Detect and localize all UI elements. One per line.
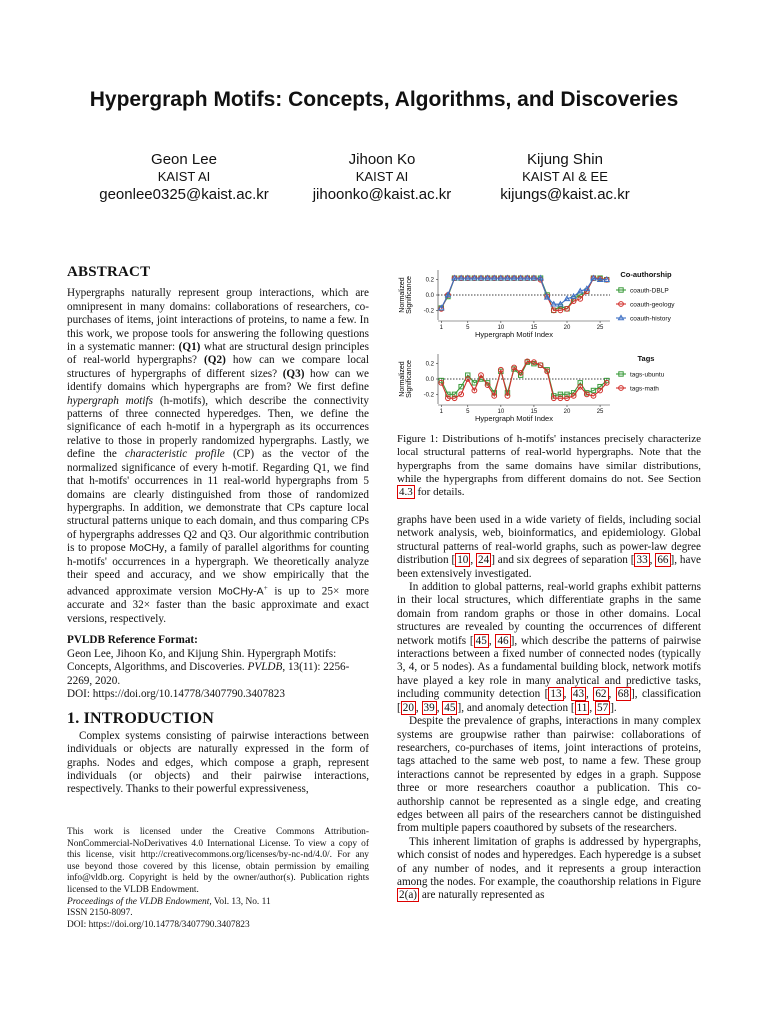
author-affiliation: KAIST AI (355, 169, 409, 184)
citation-link[interactable]: 13 (550, 688, 562, 701)
legend-label: coauth-DBLP (630, 287, 669, 295)
citation-link[interactable]: 57 (597, 701, 609, 714)
paragraph: In addition to global patterns, real-world graphs exhibit patterns in their local structures, which differentiate graphs in the same domain from random graphs or those in other domains. Local structures are revealed by counting the occurrences of different network motifs [ 45 , 46 ], which describe the patterns of pairwise interactions between a fixed number of connected nodes (typically 3, 4, or 5 nodes). As a fundamental building block, network motifs have played a key role in many analytical and predictive tasks, including community detection [ 13 , 43 , 62 , 68 ], classification [ 20 , 39 , 45 ], and anomaly detection [ 11 , 57 ]. (397, 581, 702, 714)
legend-label: coauth-geology (630, 301, 675, 309)
legend-title: Tags (637, 354, 655, 363)
section-link[interactable]: 4.3 (399, 486, 413, 499)
x-tick-label: 10 (497, 409, 505, 415)
author-name: Geon Lee (151, 151, 217, 168)
citation-link[interactable]: 10 (457, 554, 469, 567)
citation-link[interactable]: 24 (478, 554, 490, 567)
right-column (397, 514, 701, 903)
x-tick-label: 15 (530, 325, 538, 331)
y-tick-label: 0.0 (425, 293, 434, 299)
intro-paragraph: Complex systems consisting of pairwise interactions between individuals or objects are naturally expressed in the form of graphs. Nodes and edges, which compose a graph, represent individuals (or objects) and their pairwise interactions, respectively. Thanks to their powerful expressiveness, (67, 729, 369, 796)
author-name: Kijung Shin (527, 151, 603, 168)
x-tick-label: 5 (466, 409, 470, 415)
author-email: jihoonko@kaist.ac.kr (312, 186, 452, 203)
citation-link[interactable]: 46 (497, 634, 509, 647)
author-email: geonlee0325@kaist.ac.kr (99, 186, 269, 203)
paragraph: graphs have been used in a wide variety of fields, including social network analysis, web, bioinformatics, and epidemiology. Global structural patterns of real-world graphs, such as power-law degree distribution [ 10 , 24 ] and six degrees of separation [ 33 , 66 ], have been extensively investigated. (397, 514, 702, 580)
figure-1 (396, 266, 696, 434)
y-axis-label: NormalizedSignificance (399, 276, 413, 314)
citation-link[interactable]: 11 (576, 701, 588, 714)
intro-heading: 1. INTRODUCTION (67, 710, 215, 728)
x-tick-label: 20 (563, 409, 571, 415)
pvldb-heading: PVLDB Reference Format: (67, 634, 198, 647)
x-tick-label: 1 (439, 325, 443, 331)
legend-title: Co-authorship (620, 270, 672, 279)
x-axis-label: Hypergraph Motif Index (475, 330, 553, 339)
author-block-1 (74, 150, 294, 205)
citation-link[interactable]: 33 (636, 554, 648, 567)
legend-label: tags-ubuntu (630, 371, 665, 379)
license-doi: DOI: https://doi.org/10.14778/3407790.3407823 (67, 919, 250, 930)
x-tick-label: 1 (439, 409, 443, 415)
license-block (67, 827, 369, 931)
y-tick-label: 0.0 (425, 377, 434, 383)
author-block-3 (455, 150, 675, 205)
proceedings-line: Proceedings of the VLDB Endowment, Vol. 13, No. 11 (67, 896, 271, 907)
x-tick-label: 10 (497, 325, 505, 331)
left-column (67, 266, 369, 797)
abstract-heading: ABSTRACT (67, 264, 151, 280)
paragraph: Despite the prevalence of graphs, interactions in many complex systems are groupwise rather than pairwise: collaborations of researchers, co-purchases of items, joint interactions of proteins, tags attached to the same web post, to name a few. These group interactions cannot be represented by edges in a graph. Suppose three or more researchers coauthor a publication. This co-authorship cannot be represented as a single edge, and creating edges between all pairs of the researchers cannot be distinguished from multiple papers coauthored by subsets of the researchers. (397, 715, 701, 835)
y-tick-label: -0.2 (423, 392, 434, 399)
author-affiliation: KAIST AI (157, 169, 211, 184)
author-name: Jihoon Ko (348, 151, 416, 168)
citation-link[interactable]: 66 (657, 554, 669, 567)
citation-link[interactable]: 68 (617, 688, 629, 701)
figure-link[interactable]: 2(a) (399, 889, 418, 902)
paragraph: This inherent limitation of graphs is addressed by hypergraphs, which consist of nodes and hyperedges. Each hyperedge is a subset of any number of nodes, and it represents a group interaction among the nodes. For example, the coauthorship relations in Figure 2(a) are naturally represented as (397, 835, 701, 902)
pvldb-reference (67, 634, 369, 701)
citation-link[interactable]: 45 (475, 634, 487, 647)
citation-link[interactable]: 62 (595, 688, 607, 701)
paper-title: Hypergraph Motifs: Concepts, Algorithms, and Discoveries (89, 88, 679, 111)
citation-link[interactable]: 20 (402, 701, 414, 714)
y-tick-label: -0.2 (423, 308, 434, 315)
y-tick-label: 0.2 (425, 277, 434, 284)
author-affiliation: KAIST AI & EE (522, 169, 608, 184)
citation-link[interactable]: 45 (444, 701, 456, 714)
y-axis-label: NormalizedSignificance (399, 360, 413, 398)
x-tick-label: 20 (563, 325, 571, 331)
license-text: This work is licensed under the Creative Commons Attribution-NonCommercial-NoDerivatives 4.0 International License. To view a copy of this license, visit http://creativecommons.org/licenses/by-nc-nd/4.0/. For any use beyond those covered by this license, obtain permission by emailing info@vldb.org. Copyright is held by the owner/author(s). Publication rights licensed to the VLDB Endowment. (67, 827, 369, 895)
x-axis-label: Hypergraph Motif Index (475, 414, 553, 423)
abstract-paragraph: Hypergraphs naturally represent group interactions, which are omnipresent in many domains: collaborations of researchers, co-purchases of items, joint interactions of proteins, to name a few. In this work, we propose tools for answering the following questions in a systematic manner: (Q1) what are structural design principles of real-world hypergraphs? (Q2) how can we compare local structures of hypergraphs of different sizes? (Q3) how can we identify domains which hypergraphs are from? We first define hypergraph motifs (h-motifs), which describe the connectivity patterns of three connected hyperedges. Then, we define the significance of each h-motif in a hypergraph as its occurrences relative to those in properly randomized hypergraphs. Lastly, we define the characteristic profile (CP) as the vector of the normalized significance of every h-motif. Regarding Q1, we find that h-motifs' occurrences in 11 real-world hypergraphs from 5 domains are clearly distinguished from those of randomized hypergraphs. In addition, we demonstrate that CPs capture local structural patterns unique to each domain, and thus comparing CPs of hypergraphs addresses Q2 and Q3. Our algorithmic contribution is to propose MoCHy, a family of parallel algorithms for counting h-motifs' occurrences in a hypergraph. We theoretically analyze their speed and accuracy, and we show empirically that the advanced approximate version MoCHy-A+ is up to 25× more accurate and 32× faster than the basic approximate and exact versions, respectively. (67, 287, 370, 625)
chart-panel-tags (399, 354, 665, 423)
chart-panel-coauthorship (399, 270, 675, 339)
pvldb-citation: Geon Lee, Jihoon Ko, and Kijung Shin. Hypergraph Motifs: Concepts, Algorithms, and Discoveries. PVLDB, 13(11): 2256-2269, 2020. (67, 647, 350, 687)
author-email: kijungs@kaist.ac.kr (500, 186, 630, 203)
series-line-coauth-DBLP (441, 278, 606, 310)
x-tick-label: 5 (466, 325, 470, 331)
citation-link[interactable]: 43 (572, 688, 585, 701)
issn-line: ISSN 2150-8097. (67, 908, 133, 919)
x-tick-label: 25 (596, 325, 604, 331)
figure-caption: Figure 1: Distributions of h-motifs' instances precisely characterize local structural patterns of real-world hypergraphs. Note that the hypergraphs from the same domains have similar distributions, while the hypergraphs from different domains do not. See Section 4.3 for details. (397, 433, 701, 499)
x-tick-label: 25 (596, 409, 604, 415)
legend-label: tags-math (630, 385, 659, 393)
legend-label: coauth-history (630, 315, 671, 323)
pvldb-doi: DOI: https://doi.org/10.14778/3407790.3407823 (67, 687, 285, 700)
x-tick-label: 15 (530, 409, 538, 415)
series-line-tags-math (441, 361, 606, 398)
citation-link[interactable]: 39 (423, 701, 435, 714)
y-tick-label: 0.2 (425, 361, 434, 368)
